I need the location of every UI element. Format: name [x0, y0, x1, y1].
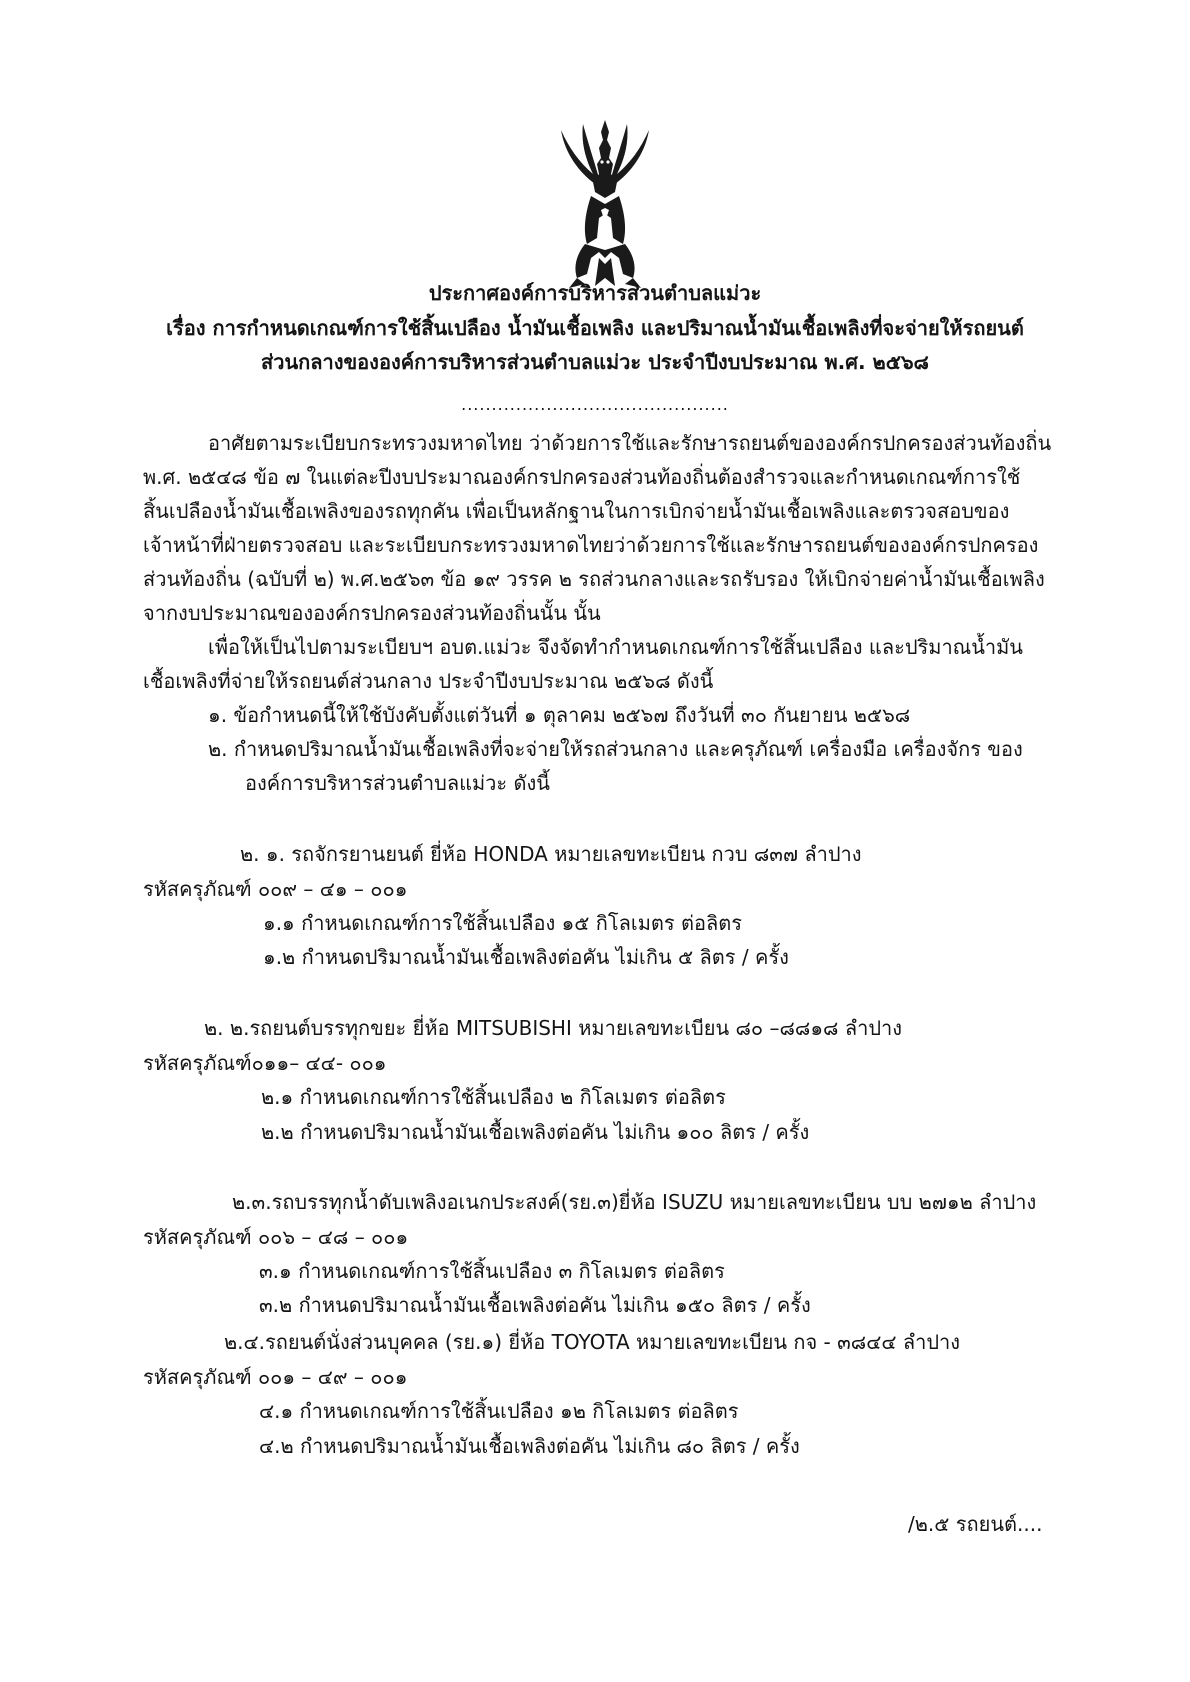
announcement-subject-line2: ส่วนกลางขององค์การบริหารส่วนตำบลแม่วะ ประจำปีงบประมาณ พ.ศ. ๒๕๖๘ [261, 350, 929, 374]
vehicle-2-code: รหัสครุภัณฑ์๐๑๑– ๔๔- ๐๐๑ [143, 1051, 387, 1075]
vehicle-2-limit: ๒.๒ กำหนดปริมาณน้ำมันเชื้อเพลิงต่อคัน ไม่เกิน ๑๐๐ ลิตร / ครั้ง [261, 1120, 810, 1144]
vehicle-4-code: รหัสครุภัณฑ์ ๐๐๑ – ๔๙ – ๐๐๑ [143, 1365, 408, 1389]
item-2-continued: องค์การบริหารส่วนตำบลแม่วะ ดังนี้ [245, 771, 550, 795]
garuda-emblem [555, 118, 655, 290]
paragraph-1-line-4: เจ้าหน้าที่ฝ่ายตรวจสอบ และระเบียบกระทรวงมหาดไทยว่าด้วยการใช้และรักษารถยนต์ขององค์กรปกครอง [143, 533, 1039, 557]
vehicle-3-code: รหัสครุภัณฑ์ ๐๐๖ – ๔๘ – ๐๐๑ [143, 1225, 409, 1249]
vehicle-4-rate: ๔.๑ กำหนดเกณฑ์การใช้สิ้นเปลือง ๑๒ กิโลเมตร ต่อลิตร [259, 1399, 739, 1423]
paragraph-2-line-2: เชื้อเพลิงที่จ่ายให้รถยนต์ส่วนกลาง ประจำปีงบประมาณ ๒๕๖๘ ดังนี้ [143, 669, 714, 693]
announcement-title: ประกาศองค์การบริหารส่วนตำบลแม่วะ [428, 281, 762, 305]
vehicle-2-heading: ๒. ๒.รถยนต์บรรทุกขยะ ยี่ห้อ MITSUBISHI หมายเลขทะเบียน ๘๐ –๘๘๑๘ ลำปาง [204, 1016, 903, 1040]
vehicle-1-limit: ๑.๒ กำหนดปริมาณน้ำมันเชื้อเพลิงต่อคัน ไม่เกิน ๕ ลิตร / ครั้ง [263, 945, 789, 969]
continued-marker: /๒.๕ รถยนต์.... [908, 1512, 1043, 1536]
paragraph-1-line-6: จากงบประมาณขององค์กรปกครองส่วนท้องถิ่นนั้น นั้น [143, 601, 601, 625]
vehicle-4-heading: ๒.๔.รถยนต์นั่งส่วนบุคคล (รย.๑) ยี่ห้อ TOYOTA หมายเลขทะเบียน กจ - ๓๘๔๔ ลำปาง [224, 1330, 961, 1354]
paragraph-1-line-5: ส่วนท้องถิ่น (ฉบับที่ ๒) พ.ศ.๒๕๖๓ ข้อ ๑๙ วรรค ๒ รถส่วนกลางและรถรับรอง ให้เบิกจ่ายค่าน้ำมันเชื้อเพลิง [143, 567, 1045, 591]
vehicle-3-heading: ๒.๓.รถบรรทุกน้ำดับเพลิงอเนกประสงค์(รย.๓)ยี่ห้อ ISUZU หมายเลขทะเบียน บบ ๒๗๑๒ ลำปาง [232, 1190, 1037, 1214]
paragraph-1-line-2: พ.ศ. ๒๕๔๘ ข้อ ๗ ในแต่ละปีงบประมาณองค์กรปกครองส่วนท้องถิ่นต้องสำรวจและกำหนดเกณฑ์การใช้ [143, 465, 1021, 489]
vehicle-3-limit: ๓.๒ กำหนดปริมาณน้ำมันเชื้อเพลิงต่อคัน ไม่เกิน ๑๕๐ ลิตร / ครั้ง [259, 1293, 811, 1317]
paragraph-1-line-3: สิ้นเปลืองน้ำมันเชื้อเพลิงของรถทุกคัน เพื่อเป็นหลักฐานในการเบิกจ่ายน้ำมันเชื้อเพลิงและตรวจสอบของ [143, 499, 1010, 523]
title-separator: ............................................ [461, 395, 729, 414]
vehicle-1-code: รหัสครุภัณฑ์ ๐๐๙ – ๔๑ – ๐๐๑ [143, 877, 408, 901]
item-2: ๒. กำหนดปริมาณน้ำมันเชื้อเพลิงที่จะจ่ายให้รถส่วนกลาง และครุภัณฑ์ เครื่องมือ เครื่องจักร ของ [208, 737, 1023, 761]
vehicle-2-rate: ๒.๑ กำหนดเกณฑ์การใช้สิ้นเปลือง ๒ กิโลเมตร ต่อลิตร [261, 1085, 726, 1109]
vehicle-1-heading: ๒. ๑. รถจักรยานยนต์ ยี่ห้อ HONDA หมายเลขทะเบียน กวบ ๘๓๗ ลำปาง [240, 842, 862, 866]
vehicle-4-limit: ๔.๒ กำหนดปริมาณน้ำมันเชื้อเพลิงต่อคัน ไม่เกิน ๘๐ ลิตร / ครั้ง [259, 1434, 800, 1458]
vehicle-1-rate: ๑.๑ กำหนดเกณฑ์การใช้สิ้นเปลือง ๑๕ กิโลเมตร ต่อลิตร [263, 911, 743, 935]
item-1: ๑. ข้อกำหนดนี้ให้ใช้บังคับตั้งแต่วันที่ ๑ ตุลาคม ๒๕๖๗ ถึงวันที่ ๓๐ กันยายน ๒๕๖๘ [208, 703, 911, 727]
vehicle-3-rate: ๓.๑ กำหนดเกณฑ์การใช้สิ้นเปลือง ๓ กิโลเมตร ต่อลิตร [259, 1259, 725, 1283]
paragraph-1-line-1: อาศัยตามระเบียบกระทรวงมหาดไทย ว่าด้วยการใช้และรักษารถยนต์ขององค์กรปกครองส่วนท้องถิ่น [208, 431, 1052, 455]
announcement-subject: เรื่อง การกำหนดเกณฑ์การใช้สิ้นเปลือง น้ำมันเชื้อเพลิง และปริมาณน้ำมันเชื้อเพลิงที่จะจ่ายให้รถยนต์ [166, 316, 1024, 340]
paragraph-2-line-1: เพื่อให้เป็นไปตามระเบียบฯ อบต.แม่วะ จึงจัดทำกำหนดเกณฑ์การใช้สิ้นเปลือง และปริมาณน้ำมัน [208, 635, 1023, 659]
